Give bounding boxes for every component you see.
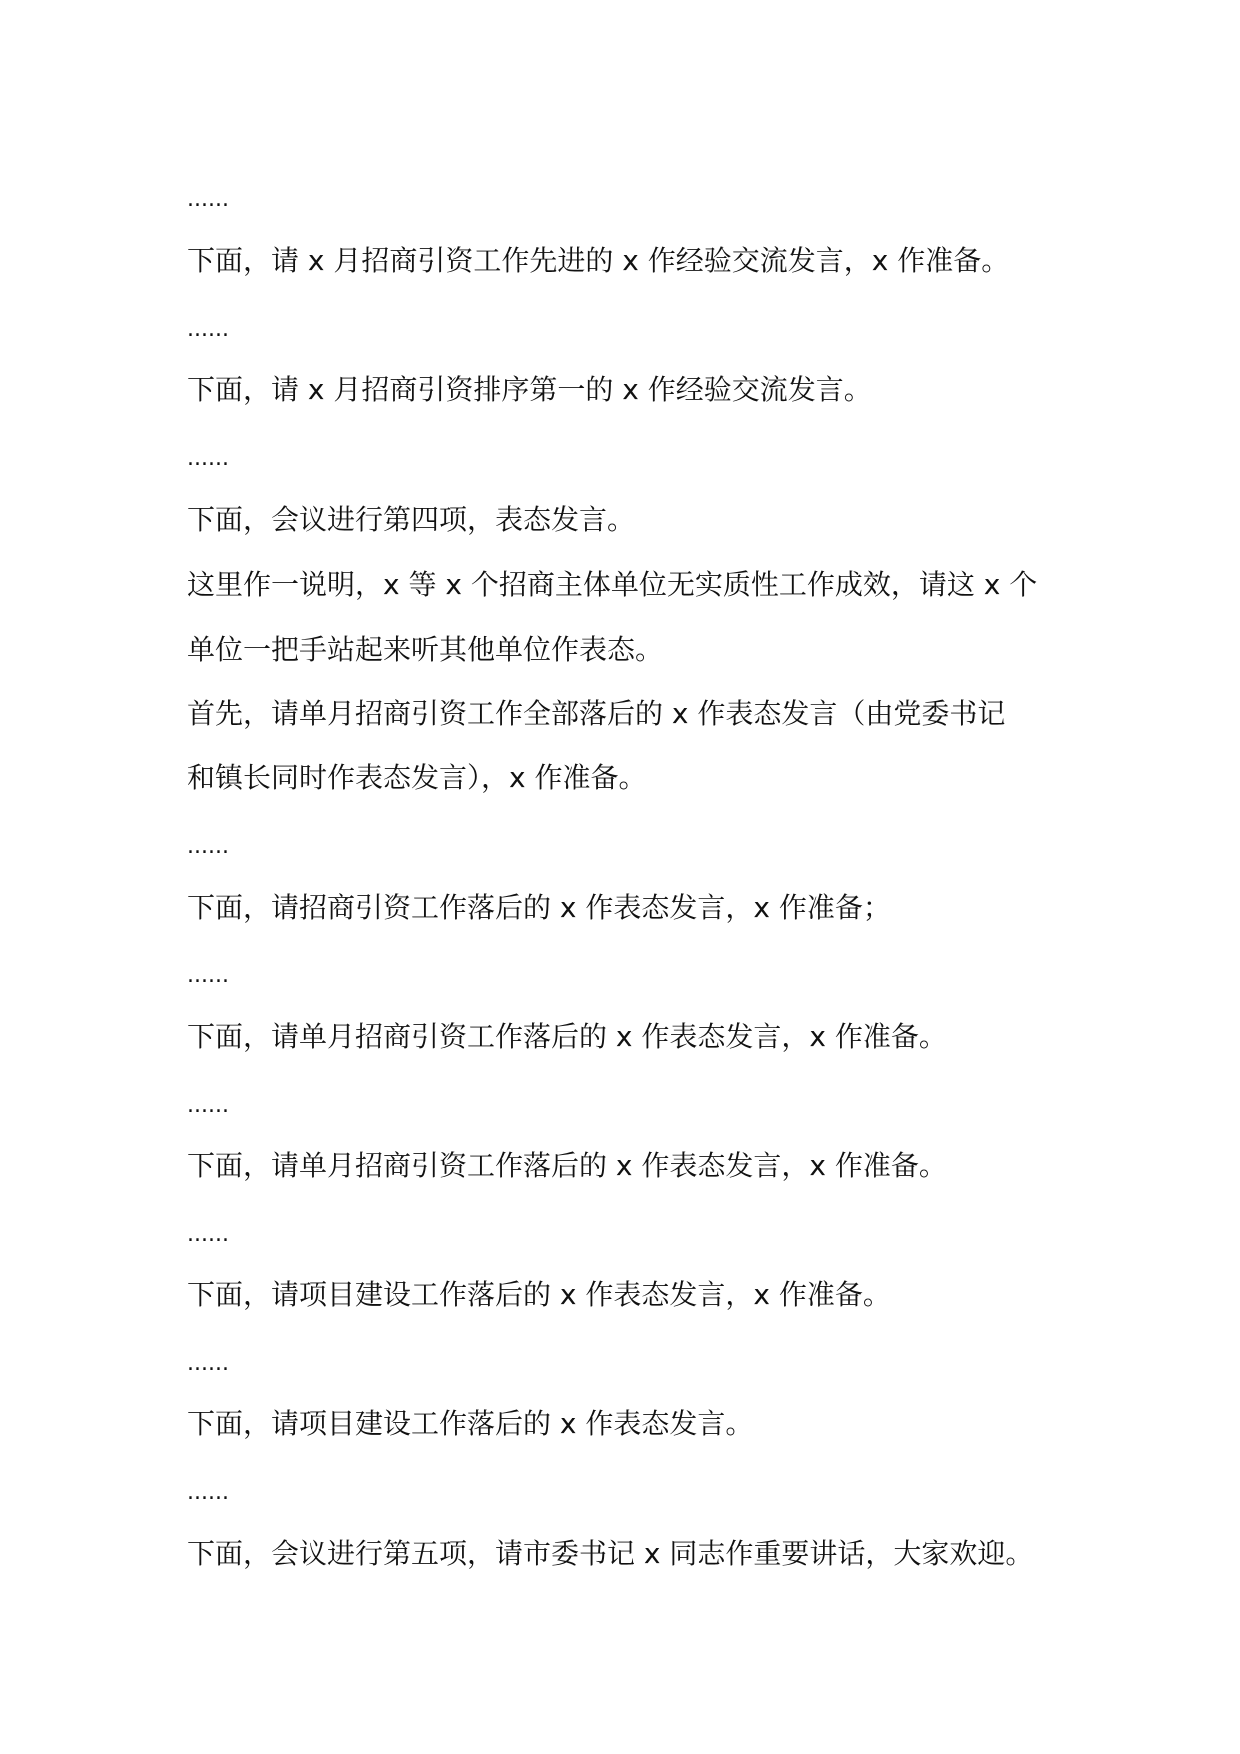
ellipsis-line: ...... — [187, 1093, 229, 1118]
paragraph-line: 这里作一说明，x 等 x 个招商主体单位无实质性工作成效，请这 x 个 — [187, 568, 1038, 601]
ellipsis-line: ...... — [187, 963, 229, 988]
paragraph-line: 下面，会议进行第五项，请市委书记 x 同志作重要讲话，大家欢迎。 — [187, 1537, 1034, 1570]
paragraph-line: 下面，会议进行第四项，表态发言。 — [187, 503, 636, 536]
ellipsis-line: ...... — [187, 1480, 229, 1505]
ellipsis-line: ...... — [187, 834, 229, 859]
paragraph-line: 下面，请项目建设工作落后的 x 作表态发言。 — [187, 1407, 754, 1440]
paragraph-line: 下面，请招商引资工作落后的 x 作表态发言，x 作准备； — [187, 891, 891, 924]
paragraph-line: 下面，请单月招商引资工作落后的 x 作表态发言，x 作准备。 — [187, 1020, 947, 1053]
paragraph-line: 和镇长同时作表态发言），x 作准备。 — [187, 761, 647, 794]
ellipsis-line: ...... — [187, 446, 229, 471]
paragraph-line: 下面，请项目建设工作落后的 x 作表态发言，x 作准备。 — [187, 1278, 891, 1311]
paragraph-line: 下面，请 x 月招商引资排序第一的 x 作经验交流发言。 — [187, 373, 872, 406]
ellipsis-line: ...... — [187, 1222, 229, 1247]
ellipsis-line: ...... — [187, 187, 229, 212]
ellipsis-line: ...... — [187, 317, 229, 342]
paragraph-line: 首先，请单月招商引资工作全部落后的 x 作表态发言（由党委书记 — [187, 697, 1006, 730]
paragraph-line: 单位一把手站起来听其他单位作表态。 — [187, 633, 664, 666]
paragraph-line: 下面，请 x 月招商引资工作先进的 x 作经验交流发言，x 作准备。 — [187, 244, 1010, 277]
ellipsis-line: ...... — [187, 1351, 229, 1376]
paragraph-line: 下面，请单月招商引资工作落后的 x 作表态发言，x 作准备。 — [187, 1149, 947, 1182]
